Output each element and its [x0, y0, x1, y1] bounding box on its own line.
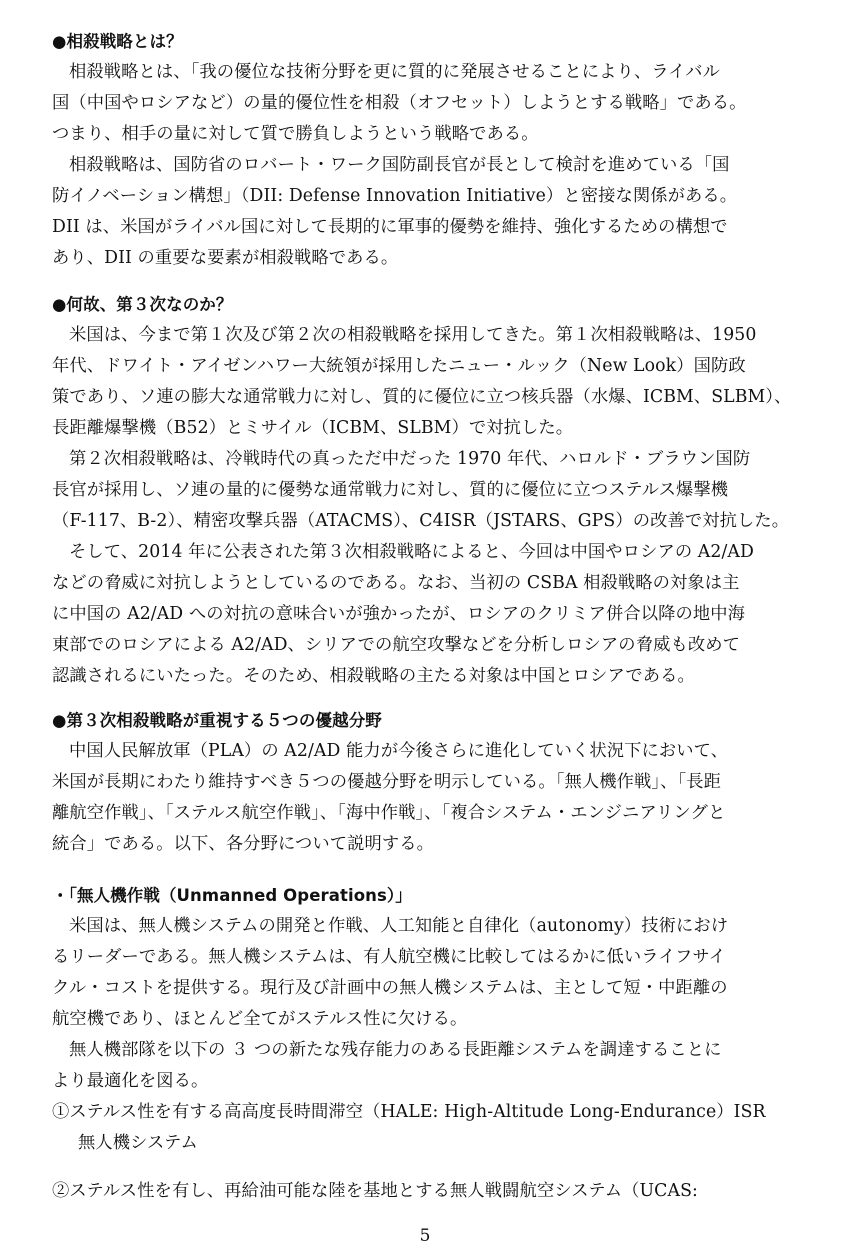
body-line: 米国が長期にわたり維持すべき５つの優越分野を明示している。「無人機作戦」、「長距	[52, 772, 721, 792]
body-line: 米国は、無人機システムの開発と作戦、人工知能と自律化（autonomy）技術におけ	[69, 916, 729, 936]
section-five-areas	[52, 705, 800, 860]
body-line: 東部でのロシアによる A2/AD、シリアでの航空攻撃などを分析しロシアの脅威も改めて	[52, 635, 740, 655]
body-line: （F-117、B-2）、精密攻撃兵器（ATACMS）、C4ISR（JSTARS、GPS）の改善で対抗した。	[52, 511, 790, 531]
body-line: 統合」である。以下、各分野について説明する。	[52, 834, 435, 854]
body-line: 離航空作戦」、「ステルス航空作戦」、「海中作戦」、「複合システム・エンジニアリングと	[52, 803, 726, 823]
body-line: 防イノベーション構想」（DII: Defense Innovation Initiative）と密接な関係がある。	[52, 186, 738, 206]
body-line: 策であり、ソ連の膨大な通常戦力に対し、質的に優位に立つ核兵器（水爆、ICBM、SLBM）、	[52, 387, 792, 407]
list-item: ②ステルス性を有し、再給油可能な陸を基地とする無人戦闘航空システム（UCAS:	[52, 1181, 698, 1201]
body-line: あり、DII の重要な要素が相殺戦略である。	[52, 248, 399, 268]
body-line: 中国人民解放軍（PLA）の A2/AD 能力が今後さらに進化していく状況下において、	[69, 741, 729, 761]
body-line: DII は、米国がライバル国に対して長期的に軍事的優勢を維持、強化するための構想で	[52, 217, 728, 237]
body-line: つまり、相手の量に対して質で勝負しようという戦略である。	[52, 124, 539, 144]
list-item: ①ステルス性を有する高高度長時間滞空（HALE: High-Altitude Long-Endurance）ISR	[52, 1102, 766, 1122]
list-item-continuation: 無人機システム	[78, 1133, 198, 1153]
body-line: 相殺戦略とは、「我の優位な技術分野を更に質的に発展させることにより、ライバル	[69, 62, 720, 82]
body-line: 長距離爆撃機（B52）とミサイル（ICBM、SLBM）で対抗した。	[52, 418, 574, 438]
body-line: クル・コストを提供する。現行及び計画中の無人機システムは、主として短・中距離の	[52, 978, 728, 998]
body-line: 国（中国やロシアなど）の量的優位性を相殺（オフセット）しようとする戦略」である。	[52, 93, 747, 113]
section-unmanned-operations	[52, 880, 800, 1159]
section-heading: ●相殺戦略とは？	[52, 32, 183, 51]
section-heading: ●第３次相殺戦略が重視する５つの優越分野	[52, 711, 382, 730]
section-why-third	[52, 289, 800, 692]
section-ucas-item	[52, 1176, 800, 1207]
body-line: 相殺戦略は、国防省のロバート・ワーク国防副長官が長として検討を進めている「国	[69, 155, 730, 175]
body-line: 第２次相殺戦略は、冷戦時代の真っただ中だった 1970 年代、ハロルド・ブラウン国防	[69, 449, 751, 469]
body-line: より最適化を図る。	[52, 1071, 209, 1091]
section-offset-strategy	[52, 26, 800, 274]
body-line: そして、2014 年に公表された第３次相殺戦略によると、今回は中国やロシアの A2/AD	[69, 542, 754, 562]
section-heading: ・「無人機作戦（Unmanned Operations）」	[52, 886, 412, 905]
body-line: るリーダーである。無人機システムは、有人航空機に比較してはるかに低いライフサイ	[52, 947, 726, 967]
body-line: 航空機であり、ほとんど全てがステルス性に欠ける。	[52, 1009, 468, 1029]
page-number: 5	[419, 1226, 431, 1246]
body-line: 年代、ドワイト・アイゼンハワー大統領が採用したニュー・ルック（New Look）国防政	[52, 356, 746, 376]
body-line: 認識されるにいたった。そのため、相殺戦略の主たる対象は中国とロシアである。	[52, 666, 695, 686]
section-heading: ●何故、第３次なのか？	[52, 295, 233, 314]
body-line: などの脅威に対抗しようとしているのである。なお、当初の CSBA 相殺戦略の対象は主	[52, 573, 740, 593]
body-line: 無人機部隊を以下の ３ つの新たな残存能力のある長距離システムを調達することに	[69, 1040, 722, 1060]
body-line: 長官が採用し、ソ連の量的に優勢な通常戦力に対し、質的に優位に立つステルス爆撃機	[52, 480, 729, 500]
body-line: 米国は、今まで第１次及び第２次の相殺戦略を採用してきた。第１次相殺戦略は、1950	[69, 325, 757, 345]
body-line: に中国の A2/AD への対抗の意味合いが強かったが、ロシアのクリミア併合以降の地中海	[52, 604, 746, 624]
